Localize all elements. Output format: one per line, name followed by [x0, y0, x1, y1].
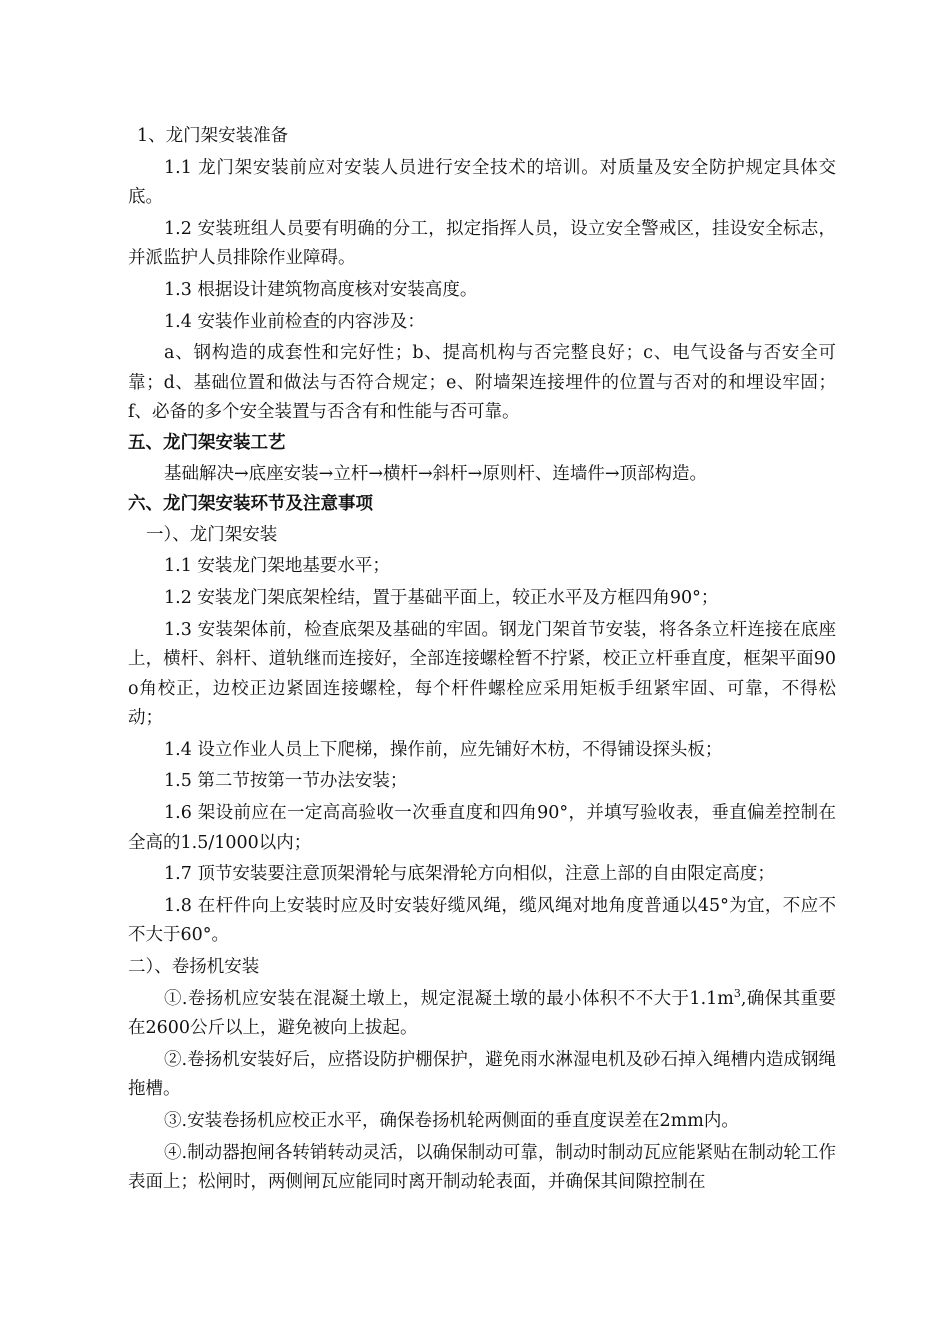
paragraph-1-2: 1.2 安装班组人员要有明确的分工，拟定指挥人员，设立安全警戒区，挂设安全标志，并派监护人员排除作业障碍。 [128, 218, 836, 269]
paragraph-1-4-detail: a、钢构造的成套性和完好性；b、提高机构与否完整良好；c、电气设备与否安全可靠；d、基础位置和做法与否符合规定；e、附墙架连接埋件的位置与否对的和埋设牢固；f、必备的多个安全装置与否含有和性能与否可靠。 [128, 343, 836, 423]
winch-item-2: ②.卷扬机安装好后，应搭设防护棚保护，避免雨水淋湿电机及砂石掉入绳槽内造成钢绳拖槽。 [128, 1049, 836, 1100]
winch-item-1-text-end: ,确保其重要在2600公斤以上，避免被向上拔起。 [128, 988, 837, 1039]
document-body [128, 122, 836, 1198]
section-6-heading: 六、龙门架安装环节及注意事项 [128, 494, 373, 515]
winch-item-4: ④.制动器抱闸各转销转动灵活，以确保制动可靠，制动时制动瓦应能紧贴在制动轮工作表面上；松闸时，两侧闸瓦应能同时离开制动轮表面，并确保其间隙控制在 [128, 1142, 836, 1193]
cubic-superscript: 3 [733, 986, 741, 1000]
step-1-1: 1.1 安装龙门架地基要水平； [164, 556, 390, 577]
step-1-8: 1.8 在杆件向上安装时应及时安装好缆风绳，缆风绳对地角度普通以45°为宜，不应不不大于60°。 [128, 895, 836, 946]
section-1-title: 1、龙门架安装准备 [137, 126, 289, 146]
section-5-heading: 五、龙门架安装工艺 [128, 432, 286, 453]
winch-item-3: ③.安装卷扬机应校正水平，确保卷扬机轮两侧面的垂直度误差在2mm内。 [164, 1111, 739, 1131]
process-flow: 基础解决→底座安装→立杆→横杆→斜杆→原则杆、连墙件→顶部构造。 [164, 463, 707, 484]
paragraph-1-4: 1.4 安装作业前检查的内容涉及： [164, 311, 425, 332]
paragraph-1-1: 1.1 龙门架安装前应对安装人员进行安全技术的培训。对质量及安全防护规定具体交底。 [128, 157, 836, 208]
winch-item-1-text: ①.卷扬机应安装在混凝土墩上，规定混凝土墩的最小体积不不大于1.1m [164, 988, 734, 1009]
subsection-2-title: 二）、卷扬机安装 [128, 957, 260, 978]
winch-item-1 [128, 985, 836, 1044]
step-1-2: 1.2 安装龙门架底架栓结，置于基础平面上，较正水平及方框四角90°； [164, 587, 719, 608]
paragraph-1-3: 1.3 根据设计建筑物高度核对安装高度。 [164, 279, 478, 300]
subsection-1-title: 一）、龙门架安装 [146, 524, 278, 545]
step-1-7: 1.7 顶节安装要注意顶架滑轮与底架滑轮方向相似，注意上部的自由限定高度； [164, 864, 775, 885]
step-1-5: 1.5 第二节按第一节办法安装； [164, 771, 408, 792]
step-1-6: 1.6 架设前应在一定高高验收一次垂直度和四角90°，并填写验收表，垂直偏差控制在全高的1.5/1000以内； [128, 803, 836, 853]
step-1-3: 1.3 安装架体前，检查底架及基础的牢固。钢龙门架首节安装，将各条立杆连接在底座上，横杆、斜杆、道轨继而连接好，全部连接螺栓暂不拧紧，校正立杆垂直度，框架平面90o角校正，边校正边紧固连接螺栓，每个杆件螺栓应采用矩板手纽紧牢固、可靠，不得松动； [128, 619, 836, 729]
step-1-4: 1.4 设立作业人员上下爬梯，操作前，应先铺好木枋，不得铺设探头板； [164, 739, 723, 760]
